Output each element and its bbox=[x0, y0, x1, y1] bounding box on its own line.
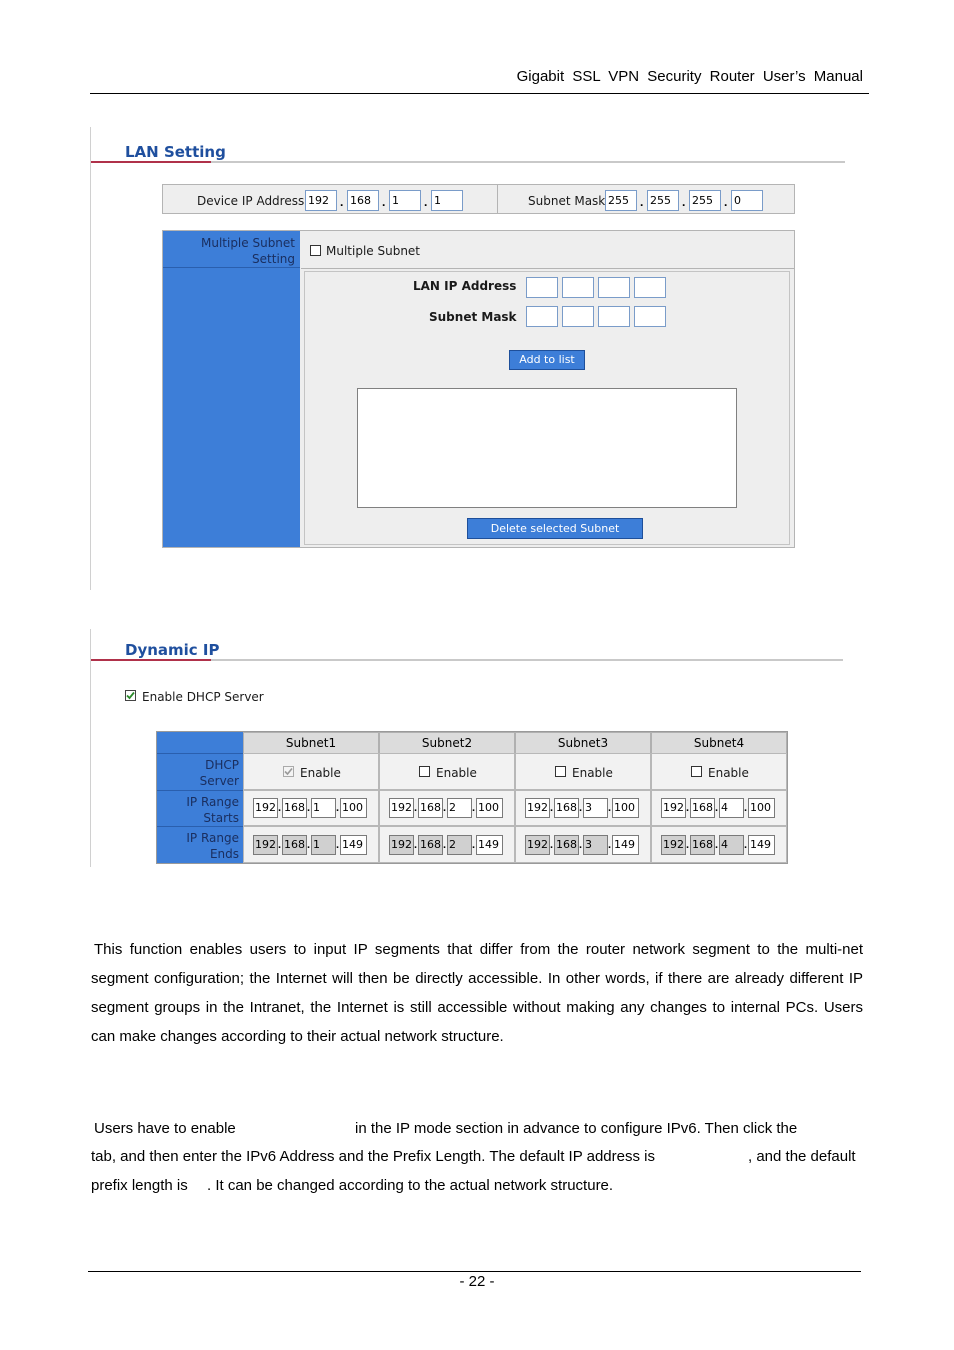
lan-ip-address-label: LAN IP Address bbox=[413, 279, 517, 293]
p2-line1-end: in the IP mode section in advance to configure IPv6. Then click the bbox=[355, 1120, 798, 1137]
subnet-column-header: Subnet3 bbox=[515, 732, 651, 754]
ip-range-starts-row-label: IP Range Starts bbox=[186, 795, 239, 825]
subnet1-enable-checkbox[interactable] bbox=[283, 766, 294, 777]
p2-line3-start: prefix length is bbox=[91, 1177, 188, 1194]
octet-separator: . bbox=[608, 839, 612, 851]
octet-separator: . bbox=[579, 839, 583, 851]
octet-separator: . bbox=[307, 839, 311, 851]
dhcp-server-row-label: DHCP Server bbox=[199, 758, 239, 788]
p2-line2-end: , and the default bbox=[748, 1148, 856, 1165]
add-to-list-button[interactable]: Add to list bbox=[509, 350, 585, 370]
lan-ip-octet-4[interactable] bbox=[634, 277, 666, 298]
subnet3-range-start-octet-4[interactable]: 100 bbox=[612, 798, 639, 818]
octet-separator: . bbox=[744, 802, 748, 814]
lan-ip-octet-2[interactable] bbox=[562, 277, 594, 298]
checkmark-icon bbox=[283, 766, 294, 777]
subnet2-range-end-octet-3[interactable]: 2 bbox=[447, 835, 472, 855]
device-ip-label: Device IP Address bbox=[197, 194, 305, 208]
subnet1-range-start-octet-3[interactable]: 1 bbox=[311, 798, 336, 818]
document-header-title: Gigabit SSL VPN Security Router User’s Manual bbox=[516, 68, 863, 85]
octet-separator: . bbox=[550, 839, 554, 851]
subnet-mask-octet-3[interactable]: 255 bbox=[689, 190, 721, 211]
lan-mask-octet-3[interactable] bbox=[598, 306, 630, 327]
octet-separator: . bbox=[414, 802, 418, 814]
octet-separator: . bbox=[472, 839, 476, 851]
subnet2-range-start-octet-2[interactable]: 168 bbox=[418, 798, 443, 818]
subnet2-range-end-octet-1[interactable]: 192 bbox=[389, 835, 414, 855]
subnet2-range-start-octet-4[interactable]: 100 bbox=[476, 798, 503, 818]
lan-subnet-mask-label: Subnet Mask bbox=[429, 310, 517, 324]
octet-separator: . bbox=[443, 802, 447, 814]
octet-separator: . bbox=[579, 802, 583, 814]
header-rule bbox=[90, 93, 869, 94]
subnet4-range-start-octet-4[interactable]: 100 bbox=[748, 798, 775, 818]
subnet2-range-end-octet-4[interactable]: 149 bbox=[476, 835, 503, 855]
subnet1-range-start-octet-2[interactable]: 168 bbox=[282, 798, 307, 818]
octet-separator: . bbox=[414, 839, 418, 851]
subnet3-range-start-octet-2[interactable]: 168 bbox=[554, 798, 579, 818]
octet-separator: . bbox=[278, 802, 282, 814]
subnet2-range-start-octet-1[interactable]: 192 bbox=[389, 798, 414, 818]
lan-setting-left-border bbox=[90, 127, 91, 590]
device-ip-octet-2[interactable]: 168 bbox=[347, 190, 379, 211]
subnet4-enable-checkbox[interactable] bbox=[691, 766, 702, 777]
p2-line2-start: tab, and then enter the IPv6 Address and the Prefix Length. The default IP address is bbox=[91, 1148, 655, 1165]
octet-separator: . bbox=[443, 839, 447, 851]
subnet3-range-start-octet-1[interactable]: 192 bbox=[525, 798, 550, 818]
subnet1-range-end-octet-1[interactable]: 192 bbox=[253, 835, 278, 855]
lan-mask-octet-2[interactable] bbox=[562, 306, 594, 327]
checkmark-icon bbox=[125, 690, 136, 701]
device-ip-octet-3[interactable]: 1 bbox=[389, 190, 421, 211]
delete-selected-subnet-button[interactable]: Delete selected Subnet bbox=[467, 518, 643, 539]
subnet2-range-end-octet-2[interactable]: 168 bbox=[418, 835, 443, 855]
subnet4-range-start-octet-1[interactable]: 192 bbox=[661, 798, 686, 818]
multiple-subnet-setting-label: Multiple Subnet Setting bbox=[200, 236, 295, 266]
dynamic-ip-title: Dynamic IP bbox=[125, 641, 220, 659]
octet-separator: . bbox=[278, 839, 282, 851]
device-ip-octet-1[interactable]: 192 bbox=[305, 190, 337, 211]
subnet3-range-start-octet-3[interactable]: 3 bbox=[583, 798, 608, 818]
ip-range-ends-row-label: IP Range Ends bbox=[186, 831, 239, 861]
multiple-subnet-label-column bbox=[163, 231, 300, 547]
subnet3-range-end-octet-2[interactable]: 168 bbox=[554, 835, 579, 855]
device-ip-octet-4[interactable]: 1 bbox=[431, 190, 463, 211]
lan-mask-octet-1[interactable] bbox=[526, 306, 558, 327]
subnet-mask-label: Subnet Mask bbox=[528, 194, 606, 208]
subnet4-range-end-octet-2[interactable]: 168 bbox=[690, 835, 715, 855]
octet-separator: . bbox=[336, 802, 340, 814]
p2-line1-start: Users have to enable bbox=[94, 1120, 236, 1137]
subnet2-enable-checkbox[interactable] bbox=[419, 766, 430, 777]
enable-dhcp-checkbox[interactable] bbox=[125, 690, 136, 701]
subnet1-range-end-octet-2[interactable]: 168 bbox=[282, 835, 307, 855]
dynamic-ip-left-border bbox=[90, 629, 91, 867]
subnet4-enable-label: Enable bbox=[708, 766, 749, 780]
lan-mask-octet-4[interactable] bbox=[634, 306, 666, 327]
lan-ip-octet-3[interactable] bbox=[598, 277, 630, 298]
dynamic-ip-title-rule bbox=[91, 659, 843, 661]
subnet-mask-octet-1[interactable]: 255 bbox=[605, 190, 637, 211]
footer-rule bbox=[88, 1271, 861, 1272]
subnet-column-header: Subnet1 bbox=[243, 732, 379, 754]
subnet-column-header: Subnet2 bbox=[379, 732, 515, 754]
octet-separator: . bbox=[608, 802, 612, 814]
subnet-mask-octet-2[interactable]: 255 bbox=[647, 190, 679, 211]
subnet3-enable-label: Enable bbox=[572, 766, 613, 780]
octet-separator: . bbox=[744, 839, 748, 851]
subnet4-range-end-octet-4[interactable]: 149 bbox=[748, 835, 775, 855]
subnet2-enable-label: Enable bbox=[436, 766, 477, 780]
octet-separator: . bbox=[550, 802, 554, 814]
subnet1-range-start-octet-1[interactable]: 192 bbox=[253, 798, 278, 818]
octet-separator: . bbox=[686, 839, 690, 851]
octet-separator: . bbox=[336, 839, 340, 851]
subnet-column-header: Subnet4 bbox=[651, 732, 787, 754]
page-number: - 22 - bbox=[459, 1273, 495, 1290]
multiple-subnet-checkbox-label: Multiple Subnet bbox=[326, 244, 421, 258]
subnet-mask-octet-4[interactable]: 0 bbox=[731, 190, 763, 211]
paragraph-multi-subnet: This function enables users to input IP segments that differ from the router network segment to the multi-net segment configuration; the Internet will then be directly accessible. In other words, if there are already different IP segment groups in the Intranet, the Internet is still accessible without making any changes to internal PCs. Users can make changes according to their actual network structure. bbox=[91, 941, 863, 1045]
subnet4-range-end-octet-3[interactable]: 4 bbox=[719, 835, 744, 855]
subnet3-range-end-octet-3[interactable]: 3 bbox=[583, 835, 608, 855]
octet-separator: . bbox=[715, 839, 719, 851]
subnet4-range-start-octet-2[interactable]: 168 bbox=[690, 798, 715, 818]
subnet4-range-end-octet-1[interactable]: 192 bbox=[661, 835, 686, 855]
octet-separator: . bbox=[715, 802, 719, 814]
subnet3-range-end-octet-4[interactable]: 149 bbox=[612, 835, 639, 855]
subnet1-range-start-octet-4[interactable]: 100 bbox=[340, 798, 367, 818]
subnet-listbox[interactable] bbox=[357, 388, 737, 508]
subnet1-range-end-octet-3[interactable]: 1 bbox=[311, 835, 336, 855]
subnet3-enable-checkbox[interactable] bbox=[555, 766, 566, 777]
multiple-subnet-checkbox[interactable] bbox=[310, 245, 321, 256]
lan-ip-octet-1[interactable] bbox=[526, 277, 558, 298]
octet-separator: . bbox=[307, 802, 311, 814]
lan-setting-title-rule bbox=[91, 161, 845, 163]
subnet1-range-end-octet-4[interactable]: 149 bbox=[340, 835, 367, 855]
subnet2-range-start-octet-3[interactable]: 2 bbox=[447, 798, 472, 818]
enable-dhcp-label: Enable DHCP Server bbox=[142, 690, 264, 704]
subnet3-range-end-octet-1[interactable]: 192 bbox=[525, 835, 550, 855]
octet-separator: . bbox=[472, 802, 476, 814]
subnet4-range-start-octet-3[interactable]: 4 bbox=[719, 798, 744, 818]
lan-setting-title: LAN Setting bbox=[125, 143, 226, 161]
subnet1-enable-label: Enable bbox=[300, 766, 341, 780]
octet-separator: . bbox=[686, 802, 690, 814]
p2-line3-end: . It can be changed according to the actual network structure. bbox=[207, 1177, 614, 1194]
